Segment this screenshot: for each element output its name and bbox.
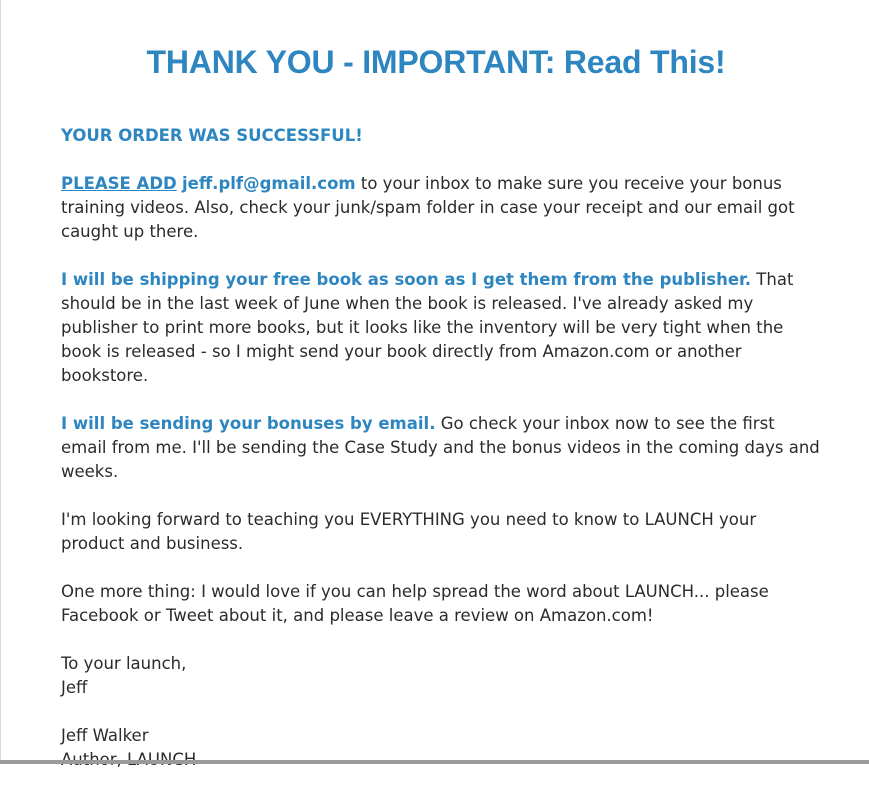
bonuses-paragraph — [61, 412, 821, 484]
shipping-highlight: I will be shipping your free book as soon as I get them from the publisher. — [61, 270, 752, 289]
order-status-paragraph — [61, 124, 821, 148]
please-add-link[interactable]: PLEASE ADD — [61, 174, 177, 193]
one-more-thing-paragraph: One more thing: I would love if you can help spread the word about LAUNCH... please Facebook or Tweet about it, and please leave a review on Amazon.com! — [61, 582, 769, 625]
signoff — [61, 652, 821, 700]
shipping-paragraph — [61, 268, 821, 388]
signoff-name: Jeff — [61, 678, 88, 697]
page-title: THANK YOU - IMPORTANT: Read This! — [146, 44, 726, 80]
signature-name: Jeff Walker — [61, 726, 149, 745]
bottom-divider — [0, 760, 869, 764]
bonuses-text: Go check your inbox now to see the first email from me. I'll be sending the Case Study and the bonus videos in the coming days and weeks. — [61, 414, 820, 481]
message-body — [61, 124, 821, 796]
order-status-text: YOUR ORDER WAS SUCCESSFUL! — [61, 126, 363, 145]
signoff-line: To your launch, — [61, 654, 187, 673]
contact-email: jeff.plf@gmail.com — [181, 174, 356, 193]
teaching-paragraph: I'm looking forward to teaching you EVERYTHING you need to know to LAUNCH your product and business. — [61, 510, 757, 553]
page-left-border — [0, 0, 1, 764]
signature-block — [61, 724, 821, 772]
bonuses-highlight: I will be sending your bonuses by email. — [61, 414, 436, 433]
add-email-paragraph — [61, 172, 821, 244]
add-email-text: to your inbox to make sure you receive your bonus training videos. Also, check your junk/spam folder in case your receipt and our email got caught up there. — [61, 174, 795, 241]
shipping-text: That should be in the last week of June when the book is released. I've already asked my publisher to print more books, but it looks like the inventory will be very tight when the book is released - so I might send your book directly from Amazon.com or another bookstore. — [61, 270, 794, 385]
